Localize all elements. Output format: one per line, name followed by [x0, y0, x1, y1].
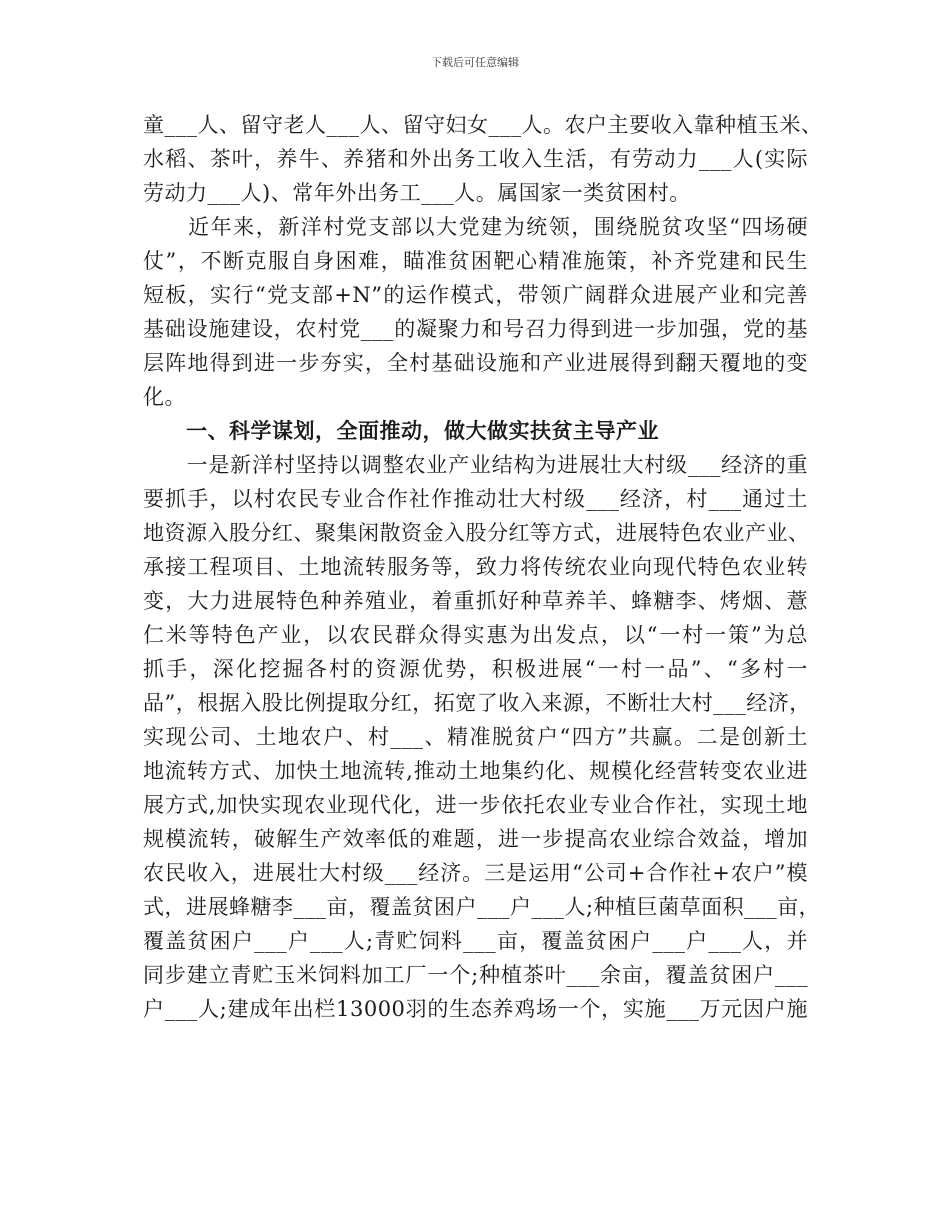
text-line: 户___人;建成年出栏13000羽的生态养鸡场一个，实施___万元因户施 [143, 997, 808, 1021]
text-line: 童___人、留守老人___人、留守妇女___人。农户主要收入靠种植玉米、 [143, 113, 823, 137]
text-line: 一是新洋村坚持以调整农业产业结构为进展壮大村级___经济的重 [143, 453, 808, 477]
section-heading [143, 414, 808, 448]
text-line: 地流转方式、加快土地流转,推动土地集约化、规模化经营转变农业进 [143, 759, 808, 783]
text-line: 承接工程项目、土地流转服务等，致力将传统农业向现代特色农业转 [143, 555, 808, 579]
heading-text: 一、科学谋划，全面推动，做大做实扶贫主导产业 [143, 419, 659, 443]
text-line: 式，进展蜂糖李___亩，覆盖贫困户___户___人;种植巨菌草面积___亩， [143, 895, 821, 919]
text-line: 化。 [143, 385, 186, 409]
text-line: 劳动力___人)、常年外出务工___人。属国家一类贫困村。 [143, 181, 691, 205]
text-line: 品”，根据入股比例提取分红，拓宽了收入来源，不断壮大村___经济， [143, 691, 811, 715]
text-line: 同步建立青贮玉米饲料加工厂一个;种植茶叶___余亩，覆盖贫困户___ [143, 963, 808, 987]
text-line: 展方式,加快实现农业现代化，进一步依托农业专业合作社，实现土地 [143, 793, 808, 817]
text-line: 覆盖贫困户___户___人;青贮饲料___亩，覆盖贫困户___户___人，并 [143, 929, 808, 953]
text-line: 近年来，新洋村党支部以大党建为统领，围绕脱贫攻坚“四场硬 [143, 215, 808, 239]
page-header: 下载后可任意编辑 [431, 56, 519, 69]
text-line: 规模流转，破解生产效率低的难题，进一步提高农业综合效益，增加 [143, 827, 808, 851]
text-line: 仗”，不断克服自身困难，瞄准贫困靶心精准施策，补齐党建和民生 [143, 249, 808, 273]
text-line: 变，大力进展特色种养殖业，着重抓好种草养羊、蜂糖李、烤烟、薏 [143, 589, 808, 613]
text-line: 要抓手，以村农民专业合作社作推动壮大村级___经济，村___通过土 [143, 487, 808, 511]
paragraph-1 [143, 108, 823, 210]
text-line: 仁米等特色产业，以农民群众得实惠为出发点，以“一村一策”为总 [143, 623, 808, 647]
text-line: 短板，实行“党支部+N”的运作模式，带领广阔群众进展产业和完善 [143, 283, 808, 307]
text-line: 水稻、茶叶，养牛、养猪和外出务工收入生活，有劳动力___人(实际 [143, 147, 808, 171]
text-line: 实现公司、土地农户、村___、精准脱贫户“四方”共赢。二是创新土 [143, 725, 808, 749]
paragraph-3 [143, 448, 821, 1026]
text-line: 基础设施建设，农村党___的凝聚力和号召力得到进一步加强，党的基 [143, 317, 808, 341]
document-body [143, 108, 823, 1026]
text-line: 抓手，深化挖掘各村的资源优势，积极进展“一村一品”、“多村一 [143, 657, 808, 681]
text-line: 农民收入，进展壮大村级___经济。三是运用“公司+合作社+农户”模 [143, 861, 808, 885]
text-line: 层阵地得到进一步夯实，全村基础设施和产业进展得到翻天覆地的变 [143, 351, 808, 375]
paragraph-2 [143, 210, 808, 414]
text-line: 地资源入股分红、聚集闲散资金入股分红等方式，进展特色农业产业、 [143, 521, 810, 545]
